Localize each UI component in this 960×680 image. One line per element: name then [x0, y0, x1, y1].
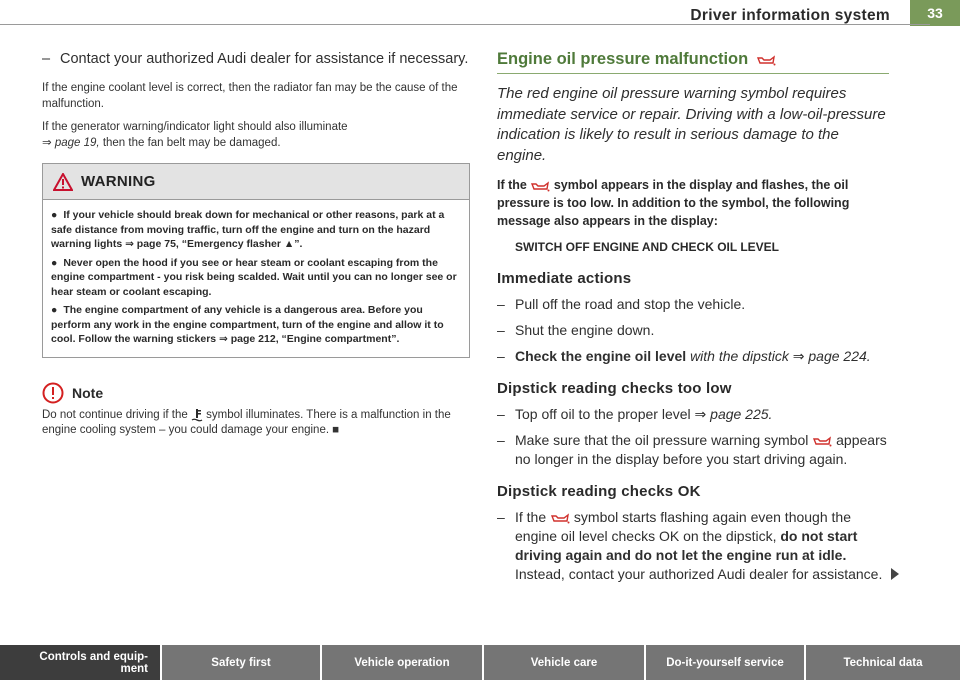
list-item: – Check the engine oil level with the dipstick ⇒ page 224. — [497, 348, 871, 364]
note-title: Note — [72, 384, 104, 401]
oil-pressure-icon — [812, 435, 832, 447]
section-title: Driver information system — [690, 7, 890, 24]
right-column — [497, 50, 889, 591]
list-item: – Pull off the road and stop the vehicle. — [497, 296, 746, 312]
warning-header — [43, 164, 469, 200]
header-divider — [0, 24, 930, 25]
page-reference-link[interactable]: ⇒ page 19, — [42, 136, 100, 149]
footer-tab-controls[interactable]: Controls and equip- ment — [0, 645, 160, 680]
footer-tab-safety[interactable]: Safety first — [162, 645, 320, 680]
intro-paragraph: The red engine oil pressure warning symbol requires immediate service or repair. Driving with a low-oil-pressure indication is likely to result in serious damage to the engine. — [497, 85, 886, 164]
subheading-ok: Dipstick reading checks OK — [497, 483, 701, 500]
section-heading: Engine oil pressure malfunction — [497, 50, 889, 74]
note-text: Do not continue driving if the symbol illuminates. There is a malfunction in the engine cooling system – you could damage your engine. ■ — [42, 408, 451, 437]
coolant-symbol-icon — [191, 408, 203, 422]
caution-circle-icon — [42, 382, 64, 404]
list-item: – Contact your authorized Audi dealer for assistance if necessary. — [42, 51, 469, 67]
page-reference-link[interactable]: ⇒ page 225. — [694, 406, 773, 422]
footer-nav — [0, 645, 960, 680]
paragraph: If the engine coolant level is correct, then the radiator fan may be the cause of the malfunction. — [42, 82, 458, 110]
warning-triangle-icon — [53, 173, 73, 191]
left-column — [42, 50, 472, 439]
note-block — [42, 382, 472, 439]
oil-pressure-icon — [550, 512, 570, 524]
warning-title: WARNING — [81, 173, 156, 190]
list-item: – Top off oil to the proper level ⇒ page 225. — [497, 406, 773, 422]
page-header — [0, 0, 960, 32]
warning-body — [43, 200, 469, 357]
warning-item: ● The engine compartment of any vehicle is a dangerous area. Before you perform any work in the engine compartment, turn of the engine and allow it to cool. Follow the warning stickers ⇒ page 212, “Engine compartment”. — [51, 304, 444, 345]
footer-tab-diy-service[interactable]: Do-it-yourself service — [646, 645, 804, 680]
warning-item: ● Never open the hood if you see or hear steam or coolant escaping from the engine compartment - you risk being scalded. Wait until you can no longer see or hear steam or coolant escaping. — [51, 256, 457, 298]
subheading-low: Dipstick reading checks too low — [497, 380, 732, 397]
list-item: – Shut the engine down. — [497, 322, 655, 338]
warning-item: ● If your vehicle should break down for mechanical or other reasons, park at a safe distance from moving traffic, turn off the engine and turn on the hazard warning lights ⇒ page 75, “Emergency flasher ▲”. — [51, 209, 445, 250]
paragraph: If the generator warning/indicator light should also illuminate ⇒ page 19, then the fan belt may be damaged. — [42, 121, 348, 149]
list-item: – If the symbol starts flashing again even though the engine oil level checks OK on the dipstick, do not start driving again and do not let the engine run at idle. Instead, contact your authorized Audi dealer for assistance. — [497, 508, 889, 584]
list-item: – Make sure that the oil pressure warning symbol appears no longer in the display before you start driving again. — [497, 432, 887, 467]
oil-pressure-icon — [530, 180, 550, 192]
footer-tab-vehicle-operation[interactable]: Vehicle operation — [322, 645, 482, 680]
page-number: 33 — [910, 0, 960, 26]
warning-box — [42, 163, 470, 358]
footer-tab-vehicle-care[interactable]: Vehicle care — [484, 645, 644, 680]
subheading-immediate: Immediate actions — [497, 270, 632, 287]
bold-paragraph: If the symbol appears in the display and flashes, the oil pressure is too low. In addition to the symbol, the following message also appears in the display: — [497, 178, 850, 228]
oil-pressure-icon — [756, 54, 776, 66]
continue-arrow-icon — [891, 568, 899, 580]
display-message: SWITCH OFF ENGINE AND CHECK OIL LEVEL — [515, 240, 780, 254]
footer-tab-technical-data[interactable]: Technical data — [806, 645, 960, 680]
